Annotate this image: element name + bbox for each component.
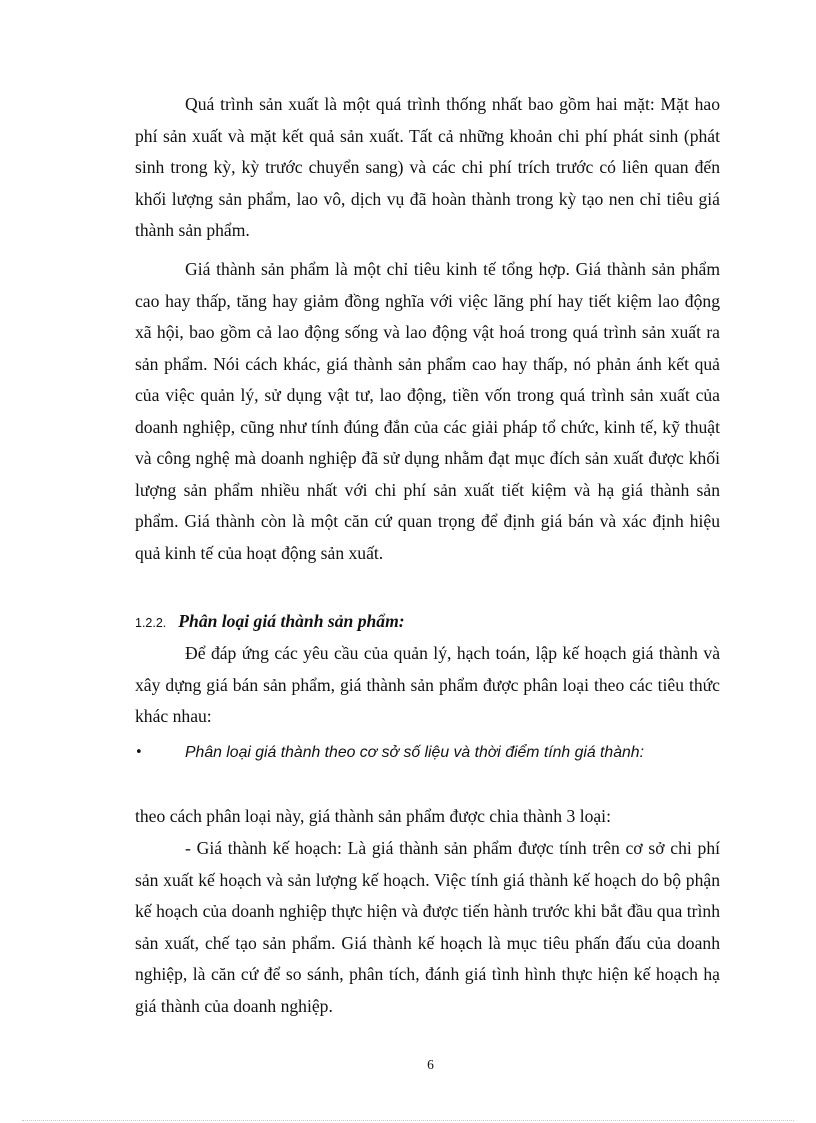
page-bottom-divider — [22, 1120, 794, 1121]
bullet-item — [135, 737, 720, 769]
paragraph-planned-cost: - Giá thành kế hoạch: Là giá thành sản phẩm được tính trên cơ sở chi phí sản xuất kế hoạch và sản lượng kế hoạch. Việc tính giá thành kế hoạch do bộ phận kế hoạch của doanh nghiệp thực hiện và được tiến hành trước khi bắt đầu qua trình sản xuất, chế tạo sản phẩm. Giá thành kế hoạch là mục tiêu phấn đấu của doanh nghiệp, là căn cứ để so sánh, phân tích, đánh giá tình hình thực hiện kế hoạch hạ giá thành của doanh nghiệp. — [135, 838, 720, 1016]
section-number: 1.2.2. — [135, 616, 167, 630]
paragraph-production-process: Quá trình sản xuất là một quá trình thống nhất bao gồm hai mặt: Mặt hao phí sản xuất và mặt kết quả sản xuất. Tất cả những khoản chi phí phát sinh (phát sinh trong kỳ, kỳ trước chuyển sang) và các chi phí trích trước có liên quan đến khối lượng sản phẩm, lao vô, dịch vụ đã hoàn thành trong kỳ tạo nen chỉ tiêu giá thành sản phẩm. — [135, 94, 720, 240]
paragraph-classification-intro: Để đáp ứng các yêu cầu của quản lý, hạch toán, lập kế hoạch giá thành và xây dựng giá bán sản phẩm, giá thành sản phẩm được phân loại theo các tiêu thức khác nhau: — [135, 643, 720, 726]
section-title: Phân loại giá thành sản phẩm: — [178, 611, 405, 631]
bullet-text: Phân loại giá thành theo cơ sở số liệu và thời điểm tính giá thành: — [185, 744, 644, 761]
page-number: 6 — [427, 1057, 434, 1072]
bullet-icon: • — [135, 745, 143, 760]
paragraph-product-cost: Giá thành sản phẩm là một chỉ tiêu kinh tế tổng hợp. Giá thành sản phẩm cao hay thấp, tăng hay giảm đồng nghĩa với việc lãng phí hay tiết kiệm lao động xã hội, bao gồm cả lao động sống và lao động vật hoá trong quá trình sản xuất ra sản phẩm. Nói cách khác, giá thành sản phẩm cao hay thấp, nó phản ánh kết quả của việc quản lý, sử dụng vật tư, lao động, tiền vốn trong quá trình sản xuất của doanh nghiệp, cũng như tính đúng đắn của các giải pháp tổ chức, kinh tế, kỹ thuật và công nghệ mà doanh nghiệp đã sử dụng nhằm đạt mục đích sản xuất được khối lượng sản phẩm nhiều nhất với chi phí sản xuất tiết kiệm và hạ giá thành sản phẩm. Giá thành còn là một căn cứ quan trọng để định giá bán và xác định hiệu quả kinh tế của hoạt động sản xuất. — [135, 259, 720, 563]
paragraph-classification-types: theo cách phân loại này, giá thành sản phẩm được chia thành 3 loại: — [135, 806, 611, 826]
section-heading — [135, 606, 720, 640]
